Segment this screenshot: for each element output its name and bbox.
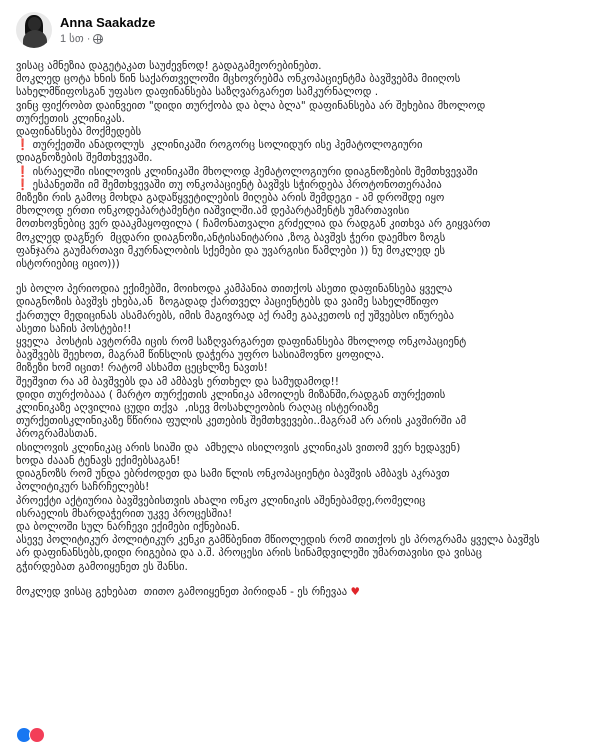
post-line: დაფინანსება მოქმედებს [16, 126, 142, 139]
post-line: არ დაფინანსებს,დიდი რიგებია და ა.შ. პროცესი არის სინამდვილეში უმართავისი და ვისაც [16, 547, 482, 560]
heart-icon: ♥ [347, 585, 360, 598]
post-line: ❗ თურქეთში ანადოლუს კლინიკაში როგორც სოლიდურ ისე ჰემატოლოგიური [16, 139, 423, 152]
post-line: მიზეზი რის გამოც მოხდა გადაწყვეტილების მიღება არის შემდეგი - ამ დროშდე იყო [16, 192, 445, 205]
post-line: მოკლედ ცოტა ხნის წინ საქართველოში მცხოვრებმა ონკოპაციენტმა ბავშვებმა მიიღოს [16, 73, 461, 86]
post-paragraph [16, 283, 597, 573]
avatar[interactable] [16, 12, 52, 48]
post-line: მოკლედ დაგწერ მცდარი დიაგნოზი,ანტისანიტარია ,ზოგ ბავშვს ჭერი დაემხო ზოგს [16, 231, 446, 244]
post-line: შეეშვით რა ამ ბავშვებს და ამ ამბავს ერთხელ და სამუდამოდ!! [16, 375, 340, 388]
post-line: დიაგნოზს რომ უნდა ებრძოდეთ და სამი წლის ონკოპაციენტი ბავშვის ამბავს აკრავთ [16, 468, 450, 481]
post-header [16, 10, 597, 50]
post-line: პროექტი აქტიურია ბავშვებისთვის ახალი ონკო კლინიკის აშენებამდე,რომელიც [16, 494, 426, 507]
post-text [16, 60, 597, 599]
post-line: მიზეზი ხომ იცით! რატომ ასხამთ ცეცხლზე ნავთს! [16, 362, 268, 375]
post-line: ბავშვებს შეეხოთ, მაგრამ წინსლის დაჭერა უფრო სასიამოვნო ყოფილა. [16, 349, 385, 362]
post-line: პროგრამასთან. [16, 428, 98, 441]
post-line: ისილოვის კლინიკაც არის სიაში და ამხელა ისილოვის კლინიკას ვითომ ვერ ხედავენ) [16, 441, 461, 454]
post-meta [60, 15, 155, 46]
post-line: დიაგნოზების შემთხვევაში. [16, 152, 153, 165]
post-line: ვინც ფიქრობთ დაინვეით "დიდი თურქობა და ბლა ბლა" დაფინანსება არ შეხებია მხოლოდ [16, 99, 486, 112]
post-line: ისტორიებიც იციო))) [16, 258, 120, 271]
post-line: ფანჯარა გაუმართავი მკურნალობის სქემები და უვარგისი წამლები )) ნუ მოკლედ ეს [16, 244, 446, 257]
exclamation-icon: ❗ [16, 178, 30, 191]
reactions-bar[interactable] [16, 727, 42, 743]
post-line: მოთხოვნებიც ვერ დააკმაყოფილა ( ჩამონათვალი გრძელია და რადგან კითხვა არ გიყვართ [16, 218, 491, 231]
post-line: მხოლოდ ერთი ონკოდეპარტამენტი იაშვილში.ამ დეპარტამენტს უმართავისი [16, 205, 410, 218]
post-line: მოკლედ ვისაც გეხებათ თითო გამოიყენეთ პირიდან - ეს რჩევაა ♥ [16, 585, 360, 598]
post-line: დიდი თურქობააა ( მარტო თურქეთის კლინიკა ამოილეს მიზანში,რადგან თურქეთის [16, 388, 446, 401]
separator-dot: · [86, 32, 91, 45]
post-line: ისრაელის მხარდაჭერით უკვე პროცესშია! [16, 507, 233, 520]
post-line: ქართულ მედიცინას ასამარებს, იმის მაგივრად აქ რამე გააკეთოს იქ უშვებსო იწურება [16, 309, 455, 322]
post-time[interactable]: 1 სთ [60, 32, 84, 45]
post-paragraph [16, 586, 597, 599]
post-line: ასევე პოლიტიკურ პოლიტიკურ კენკი გამწბენით მწიოლედის რომ თითქოს ეს პროგრამა ყველა ბავშვს [16, 534, 540, 547]
post-line: პოლიტიკურ საჩრჩელებს! [16, 481, 150, 494]
post-line: ❗ ესპანეთში იმ შემთხვევაში თუ ონკოპაციენტ ბავშვს სჭირდება პროტონოთერაპია [16, 178, 442, 191]
post-line: თურქეთისკლინიკაზე წწირია ფულის კეთების შემთხვევები..მაგრამ არ არის კავშირში ამ [16, 415, 467, 428]
post-line: თურქეთის კლინიკას. [16, 112, 125, 125]
post-line: ხოდა ძააან ტენავს ექიმებსაგან! [16, 454, 181, 467]
post-line: დიაგნოზის ბავშვს ეხება,ან ზოგადად ქართველ პაციენტებს და ვაიმე სახელმწიფო [16, 296, 439, 309]
post-line: ვისაც ამნეზია დაგეტაკათ საუძევნოდ! გადაგამეორებინებთ. [16, 60, 322, 72]
post-line: გჭირდებათ გამოიყენეთ ეს შანსი. [16, 560, 188, 573]
love-reaction-icon [29, 727, 45, 743]
post-paragraph [16, 60, 597, 271]
post-line: სახელმწიფოსგან უფასო დაფინანსება საზღვარგარეთ სამკურნალოდ . [16, 86, 379, 99]
author-name[interactable]: Anna Saakadze [60, 14, 156, 30]
post-line: და ბოლოში სულ ნარჩევი ექიმები იქნებიან. [16, 520, 241, 533]
post-line: ყველა პოსტის ავტორმა იცის რომ საზღვარგარეთ დაფინანსება მხოლოდ ონკოპაციენტ [16, 336, 467, 349]
post-line: კლინიკაზე აღვილია ცუდი თქვა ,ისევ მოსახლეობის რაღაც ისტერიაზე [16, 402, 379, 415]
exclamation-icon: ❗ [16, 139, 30, 152]
post-line: ეს ბოლო პერიოდია ექიმებში, მოიხოდა კამპანია თითქოს ასეთი დაფინანსება ყველა [16, 283, 453, 296]
globe-icon[interactable] [93, 34, 103, 44]
post-line: ❗ ისრაელში ისილოვის კლინიკაში მხოლოდ ჰემატოლოგიური დიაგნოზების შემთხვევაში [16, 165, 478, 178]
exclamation-icon: ❗ [16, 165, 30, 178]
post-line: ასეთი საჩის პოსტები!! [16, 322, 132, 335]
post-subline [60, 32, 155, 46]
